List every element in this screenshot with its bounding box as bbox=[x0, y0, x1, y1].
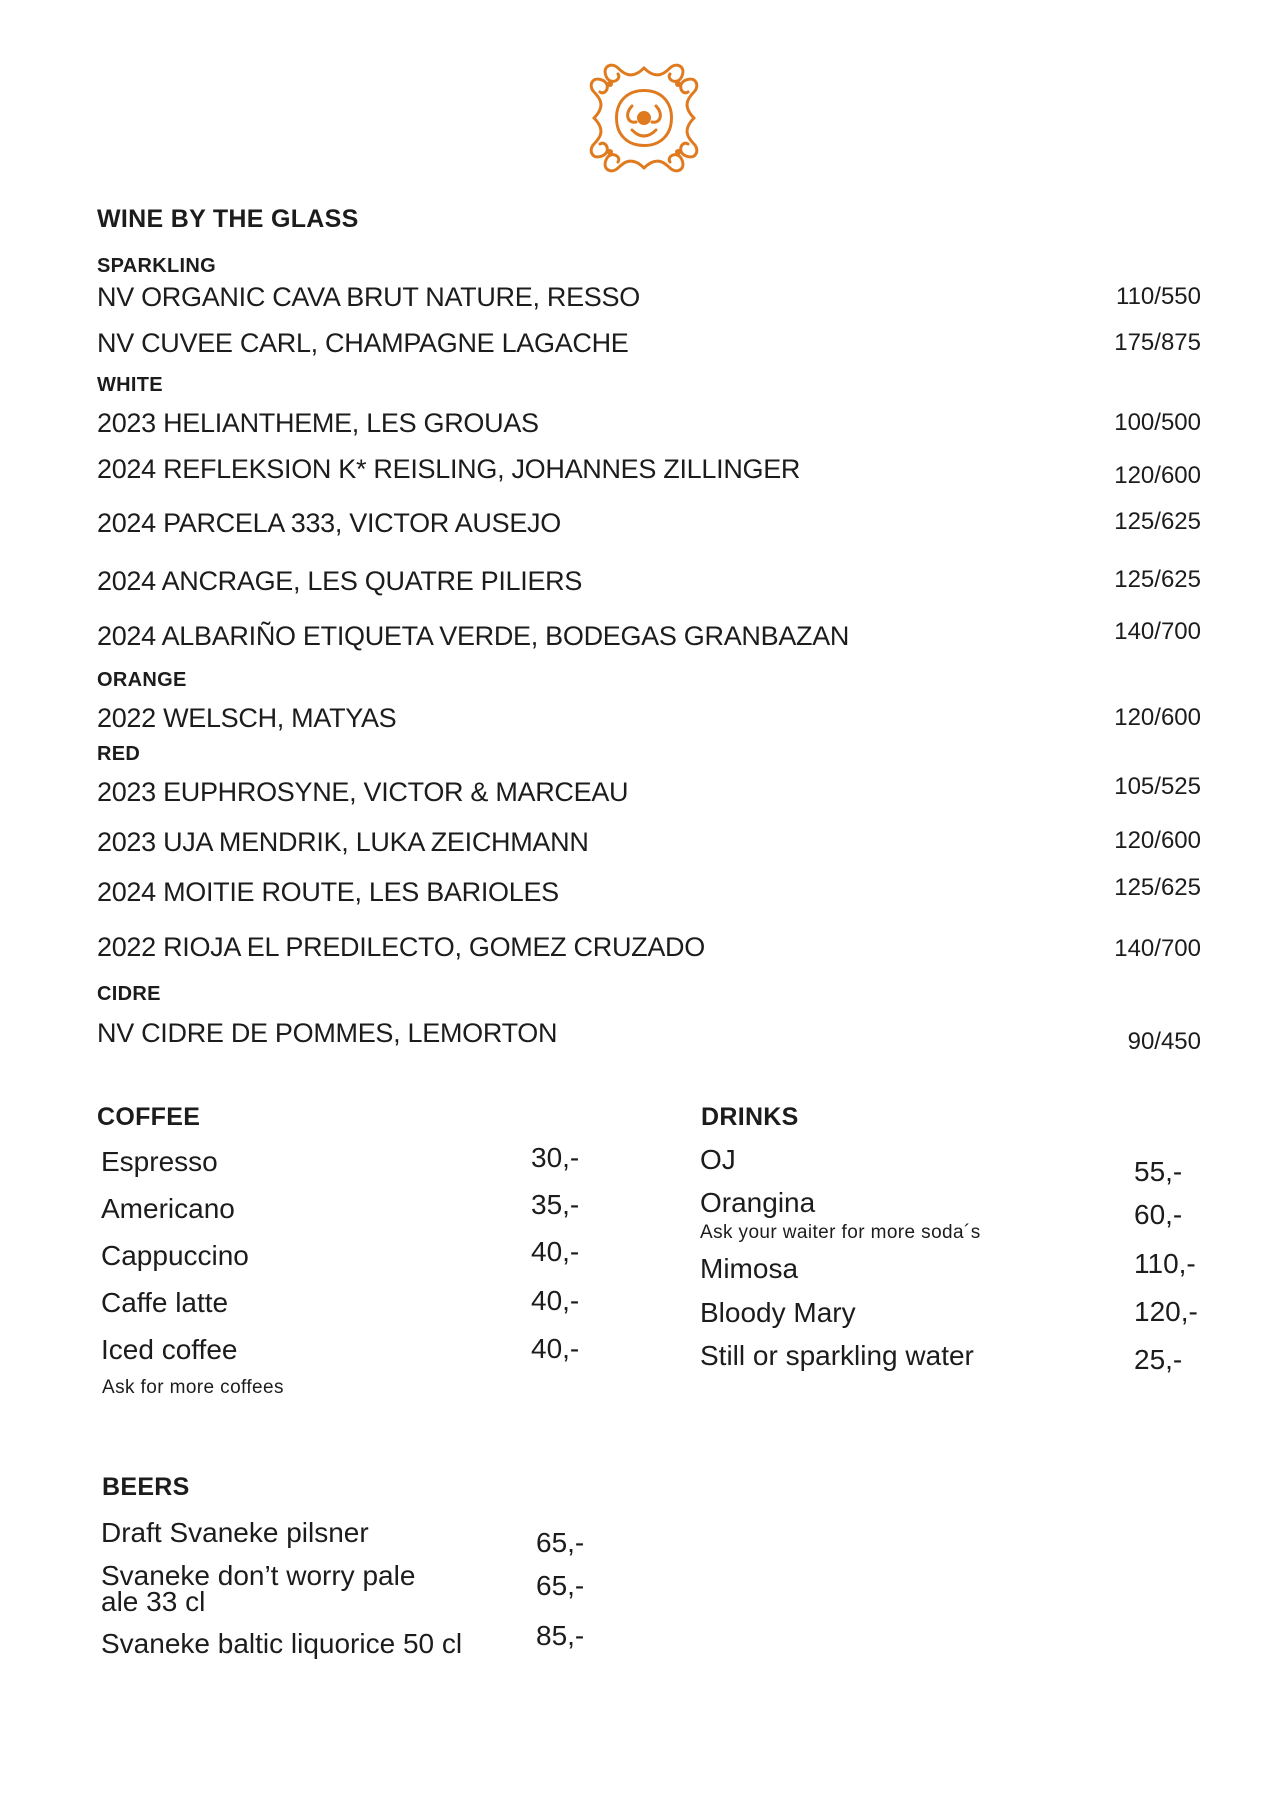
wine-item-price: 120/600 bbox=[1114, 462, 1201, 489]
wine-item-name: NV CUVEE CARL, CHAMPAGNE LAGACHE bbox=[97, 328, 629, 358]
ornamental-logo-icon bbox=[584, 58, 704, 178]
drinks-item-name: Bloody Mary bbox=[700, 1297, 856, 1328]
drinks-section-title: DRINKS bbox=[701, 1103, 799, 1131]
wine-item-price: 120/600 bbox=[1114, 704, 1201, 731]
wine-item-price: 125/625 bbox=[1114, 874, 1201, 901]
wine-item-name: 2023 HELIANTHEME, LES GROUAS bbox=[97, 408, 539, 438]
coffee-section-title: COFFEE bbox=[97, 1103, 201, 1131]
wine-item-price: 110/550 bbox=[1116, 283, 1201, 310]
beers-item-name: Svaneke don’t worry pale bbox=[101, 1560, 416, 1591]
coffee-item-name: Caffe latte bbox=[101, 1287, 229, 1318]
section-heading-orange: ORANGE bbox=[97, 669, 187, 691]
section-heading-red: RED bbox=[97, 743, 141, 765]
wine-item-price: 105/525 bbox=[1114, 773, 1201, 800]
beers-item-name-line2: ale 33 cl bbox=[101, 1586, 206, 1617]
coffee-item-price: 40,- bbox=[531, 1236, 580, 1267]
beers-item-price: 65,- bbox=[536, 1570, 585, 1601]
wine-item-name: 2024 PARCELA 333, VICTOR AUSEJO bbox=[97, 508, 561, 538]
coffee-item-name: Americano bbox=[101, 1193, 235, 1224]
coffee-item-name: Iced coffee bbox=[101, 1334, 238, 1365]
wine-item-price: 175/875 bbox=[1114, 329, 1201, 356]
wine-section-title: WINE BY THE GLASS bbox=[97, 205, 359, 233]
beers-item-name: Draft Svaneke pilsner bbox=[101, 1517, 369, 1548]
wine-item-price: 90/450 bbox=[1127, 1028, 1201, 1055]
wine-item-name: NV ORGANIC CAVA BRUT NATURE, RESSO bbox=[97, 282, 640, 312]
beers-item-price: 85,- bbox=[536, 1620, 585, 1651]
wine-item-name: 2022 WELSCH, MATYAS bbox=[97, 703, 397, 733]
wine-item-price: 125/625 bbox=[1114, 508, 1201, 535]
coffee-item-price: 35,- bbox=[531, 1189, 580, 1220]
wine-item-name: 2024 MOITIE ROUTE, LES BARIOLES bbox=[97, 877, 559, 907]
coffee-item-price: 30,- bbox=[531, 1142, 580, 1173]
drinks-item-name: Still or sparkling water bbox=[700, 1340, 974, 1371]
wine-item-price: 100/500 bbox=[1114, 409, 1201, 436]
drinks-item-price: 120,- bbox=[1134, 1296, 1198, 1327]
drinks-item-price: 60,- bbox=[1134, 1199, 1183, 1230]
drinks-note: Ask your waiter for more soda´s bbox=[700, 1222, 981, 1243]
wine-item-name: NV CIDRE DE POMMES, LEMORTON bbox=[97, 1018, 558, 1048]
drinks-item-price: 25,- bbox=[1134, 1344, 1183, 1375]
drinks-item-name: Orangina bbox=[700, 1187, 816, 1218]
wine-item-price: 125/625 bbox=[1114, 566, 1201, 593]
beers-item-price: 65,- bbox=[536, 1527, 585, 1558]
coffee-item-price: 40,- bbox=[531, 1333, 580, 1364]
coffee-item-name: Espresso bbox=[101, 1146, 218, 1177]
wine-item-name: 2022 RIOJA EL PREDILECTO, GOMEZ CRUZADO bbox=[97, 932, 705, 962]
wine-item-price: 140/700 bbox=[1114, 618, 1201, 645]
coffee-item-name: Cappuccino bbox=[101, 1240, 249, 1271]
coffee-item-price: 40,- bbox=[531, 1285, 580, 1316]
drinks-item-price: 110,- bbox=[1134, 1248, 1196, 1279]
drinks-item-name: OJ bbox=[700, 1144, 736, 1175]
wine-item-name: 2024 REFLEKSION K* REISLING, JOHANNES ZILLINGER bbox=[97, 454, 801, 484]
section-heading-white: WHITE bbox=[97, 374, 163, 396]
section-heading-cidre: CIDRE bbox=[97, 983, 161, 1005]
wine-item-name: 2023 UJA MENDRIK, LUKA ZEICHMANN bbox=[97, 827, 589, 857]
drinks-item-name: Mimosa bbox=[700, 1253, 799, 1284]
wine-item-name: 2023 EUPHROSYNE, VICTOR & MARCEAU bbox=[97, 777, 629, 807]
beers-section-title: BEERS bbox=[102, 1473, 190, 1501]
wine-item-price: 120/600 bbox=[1114, 827, 1201, 854]
section-heading-sparkling: SPARKLING bbox=[97, 255, 216, 277]
wine-item-price: 140/700 bbox=[1114, 935, 1201, 962]
drinks-item-price: 55,- bbox=[1134, 1156, 1183, 1187]
wine-item-name: 2024 ANCRAGE, LES QUATRE PILIERS bbox=[97, 566, 583, 596]
beers-item-name: Svaneke baltic liquorice 50 cl bbox=[101, 1628, 463, 1659]
coffee-note: Ask for more coffees bbox=[102, 1377, 284, 1398]
wine-item-name: 2024 ALBARIÑO ETIQUETA VERDE, BODEGAS GRANBAZAN bbox=[97, 621, 850, 651]
